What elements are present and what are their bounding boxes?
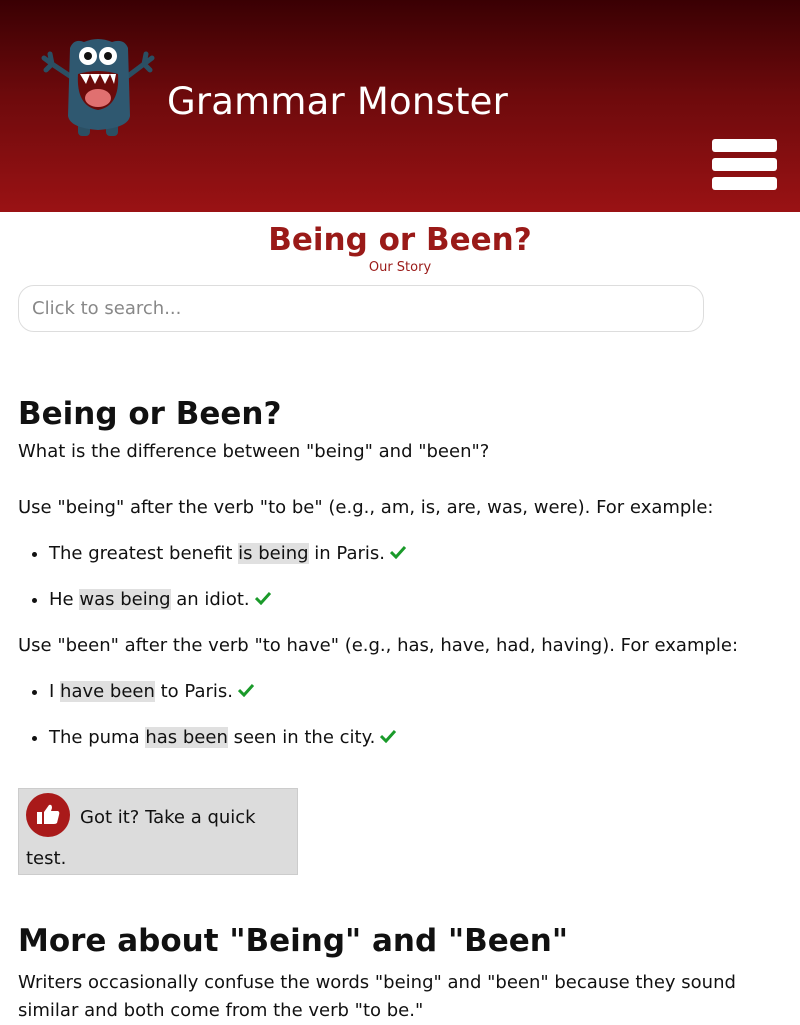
- list-item: • I have been to Paris.: [49, 678, 782, 706]
- checkmark-icon: [255, 586, 271, 614]
- highlighted-verb: have been: [60, 681, 155, 702]
- our-story-link[interactable]: Our Story: [368, 260, 432, 275]
- being-intro: Use "being" after the verb "to be" (e.g., am, is, are, was, were). For example:: [18, 497, 714, 518]
- checkmark-icon: [238, 678, 254, 706]
- being-examples: [18, 540, 782, 614]
- monster-logo-icon[interactable]: [40, 36, 158, 140]
- list-item: • He was being an idiot.: [49, 586, 782, 614]
- menu-bar: [712, 177, 777, 190]
- quick-test-label: Got it? Take a quick test.: [26, 807, 256, 869]
- search-input[interactable]: [19, 286, 672, 331]
- highlighted-verb: was being: [79, 589, 171, 610]
- thumbs-up-icon: [26, 793, 70, 837]
- been-intro: Use "been" after the verb "to have" (e.g., has, have, had, having). For example:: [18, 635, 739, 656]
- highlighted-verb: has been: [145, 727, 228, 748]
- page-top-title: Being or Been?: [268, 222, 532, 258]
- checkmark-icon: [390, 540, 406, 568]
- quick-test-button[interactable]: [18, 788, 298, 875]
- site-title[interactable]: Grammar Monster: [167, 80, 509, 123]
- search-box[interactable]: [18, 285, 704, 332]
- site-header: [0, 0, 800, 212]
- section-heading: More about "Being" and "Been": [18, 923, 568, 959]
- highlighted-verb: is being: [238, 543, 309, 564]
- article-question: What is the difference between "being" and "been"?: [18, 441, 490, 462]
- menu-bar: [712, 139, 777, 152]
- checkmark-icon: [380, 724, 396, 752]
- section-paragraph: Writers occasionally confuse the words "being" and "been" because they sound similar and both come from the verb "to be.": [18, 972, 736, 1021]
- article-heading: Being or Been?: [18, 396, 282, 432]
- list-item: • The puma has been seen in the city.: [49, 724, 782, 752]
- list-item: • The greatest benefit is being in Paris.: [49, 540, 782, 568]
- hamburger-menu-icon[interactable]: [712, 139, 777, 190]
- menu-bar: [712, 158, 777, 171]
- been-examples: [18, 678, 782, 752]
- article-content: [18, 396, 782, 1025]
